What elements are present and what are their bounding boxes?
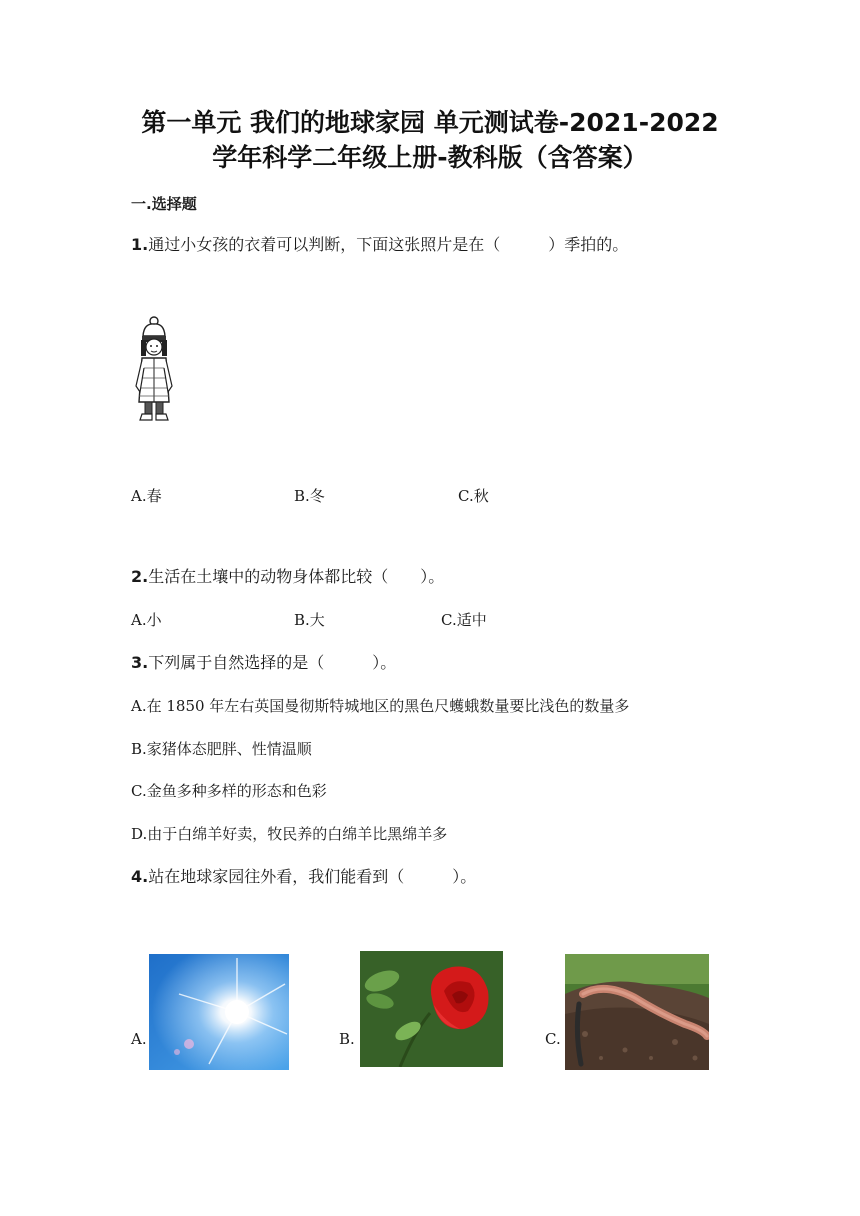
option-c[interactable]: C.金鱼多种多样的形态和色彩 xyxy=(131,782,327,800)
question-text: 下列属于自然选择的是（ ）。 xyxy=(148,653,397,672)
option-a[interactable]: A.春 xyxy=(131,487,162,505)
question-number: 3. xyxy=(131,653,149,672)
question-number: 2. xyxy=(131,567,149,586)
girl-in-winter-coat-icon xyxy=(132,316,176,424)
option-b[interactable]: B.大 xyxy=(294,611,325,629)
question-3 xyxy=(131,652,396,674)
question-2 xyxy=(131,566,444,588)
question-number: 1. xyxy=(131,235,149,254)
option-b[interactable]: B. xyxy=(339,1030,355,1048)
question-4 xyxy=(131,866,476,888)
option-c[interactable]: C. xyxy=(545,1030,561,1048)
option-b[interactable]: B.冬 xyxy=(294,487,325,505)
page-title-line2: 学年科学二年级上册-教科版（含答案） xyxy=(212,143,648,172)
question-text: 站在地球家园往外看，我们能看到（ ）。 xyxy=(148,867,477,886)
option-a[interactable]: A.小 xyxy=(131,611,162,629)
sun-icon[interactable] xyxy=(149,954,289,1070)
option-c[interactable]: C.适中 xyxy=(441,611,487,629)
option-a[interactable]: A. xyxy=(131,1030,147,1048)
question-number: 4. xyxy=(131,867,149,886)
page-title: 第一单元 我们的地球家园 单元测试卷-2021-2022 xyxy=(141,108,719,137)
option-d[interactable]: D.由于白绵羊好卖，牧民养的白绵羊比黑绵羊多 xyxy=(131,825,448,843)
option-c[interactable]: C.秋 xyxy=(458,487,489,505)
section-heading: 一.选择题 xyxy=(131,195,197,213)
option-b[interactable]: B.家猪体态肥胖、性情温顺 xyxy=(131,740,312,758)
question-text: 生活在土壤中的动物身体都比较（ ）。 xyxy=(148,567,445,586)
option-a[interactable]: A.在 1850 年左右英国曼彻斯特城地区的黑色尺蠖蛾数量要比浅色的数量多 xyxy=(131,697,630,715)
question-1 xyxy=(131,234,628,256)
question-text: 通过小女孩的衣着可以判断，下面这张照片是在（ ）季拍的。 xyxy=(148,235,629,254)
earthworm-icon[interactable] xyxy=(565,954,709,1070)
rose-icon[interactable] xyxy=(360,951,503,1067)
